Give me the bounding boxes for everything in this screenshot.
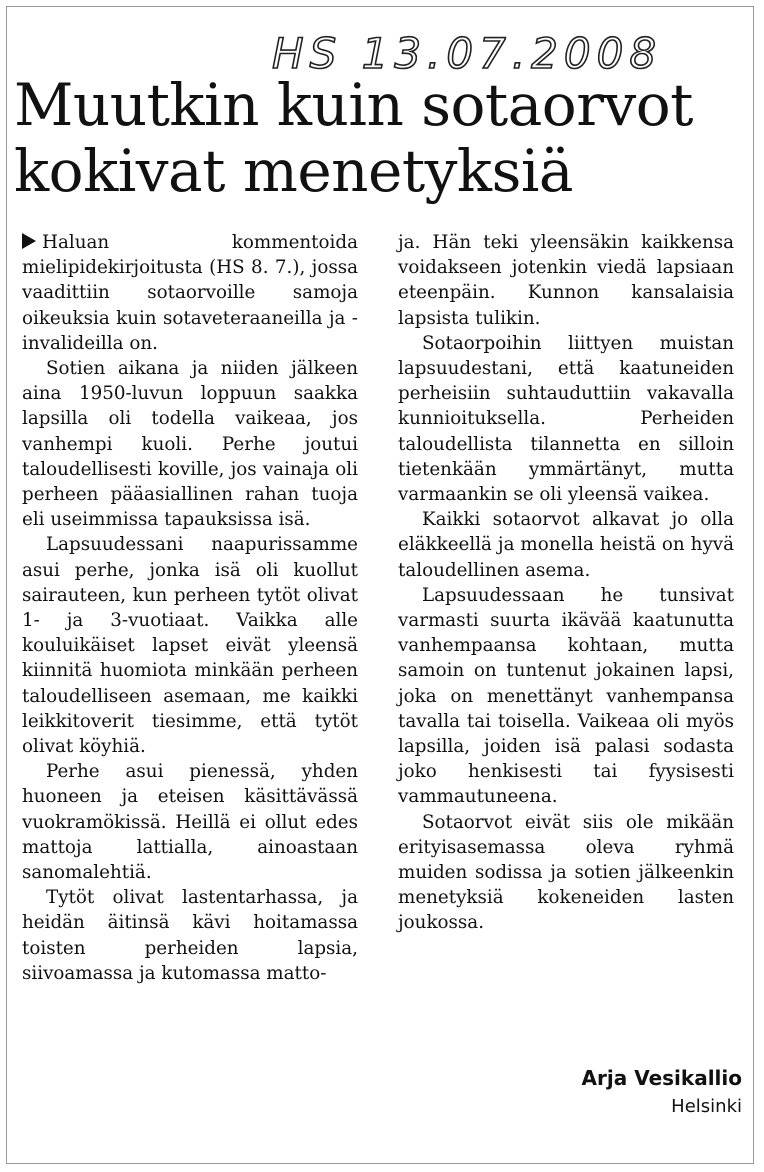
author-city: Helsinki: [671, 1096, 742, 1117]
headline-line-2: kokivat menetyksiä: [14, 137, 573, 205]
headline-line-1: Muutkin kuin sotaorvot: [14, 71, 693, 139]
author-name: Arja Vesikallio: [581, 1066, 742, 1090]
text-column-2: [398, 230, 734, 936]
triangle-bullet-icon: [22, 233, 36, 249]
paragraph: Lapsuudessani naapurissamme asui perhe, jonka isä oli kuollut sairauteen, kun perheen tytöt olivat 1- ja 3-vuotiaat. Vaikka alle kouluikäiset lapset eivät yleensä kiinnitä huomiota minkään perheen taloudelliseen asemaan, me kaikki leikkitoverit tiesimme, että tytöt olivat köyhiä.: [22, 534, 358, 758]
paragraph: Sotien aikana ja niiden jälkeen aina 1950-luvun loppuun saakka lapsilla oli todella vaikeaa, jos vanhempi kuoli. Perhe joutui taloudellisesti koville, jos vainaja oli perheen pääasiallinen rahan tuoja eli useimmissa tapauksissa isä.: [22, 358, 358, 531]
paragraph: Lapsuudessaan he tunsivat varmasti suurta ikävää kaatunutta vanhempaansa kohtaan, mutta samoin on tuntenut jokainen lapsi, joka on menettänyt vanhempansa tavalla tai toisella. Vaikeaa oli myös lapsilla, joiden isä palasi sodasta joko henkisesti tai fyysisesti vammautuneena.: [398, 584, 734, 808]
paragraph: Sotaorvot eivät siis ole mikään erityisasemassa oleva ryhmä muiden sodissa ja sotien jälkeenkin menetyksiä kokeneiden lasten joukossa.: [398, 811, 734, 934]
article-headline: [14, 72, 744, 204]
paragraph: Tytöt olivat lastentarhassa, ja heidän äitinsä kävi hoitamassa toisten perheiden lapsia, siivoamassa ja kutomassa matto-: [22, 887, 358, 984]
article-body: [22, 230, 744, 1140]
paragraph: Sotaorpoihin liittyen muistan lapsuudestani, että kaatuneiden perheisiin suhtauduttiin vakavalla kunnioituksella. Perheiden taloudellista tilannetta en silloin tietenkään ymmärtänyt, mutta varmaankin se oli yleensä vaikea.: [398, 332, 734, 506]
paragraph: Perhe asui pienessä, yhden huoneen ja eteisen käsittävässä vuokramökissä. Heillä ei ollut edes mattoja lattialla, ainoastaan sanomalehtiä.: [22, 761, 358, 884]
paragraph: Haluan kommentoida mielipidekirjoitusta (HS 8. 7.), jossa vaadittiin sotaorvoille samoja oikeuksia kuin sotaveteraaneilla ja -invalideilla on.: [22, 232, 358, 354]
paragraph: ja. Hän teki yleensäkin kaikkensa voidakseen jotenkin viedä lapsiaan eteenpäin. Kunnon kansalaisia lapsista tulikin.: [398, 232, 734, 329]
paragraph: Kaikki sotaorvot alkavat jo olla eläkkeellä ja monella heistä on hyvä taloudellinen asema.: [398, 509, 734, 581]
text-column-1: [22, 230, 358, 986]
handwritten-date-text: HS 13.07.2008: [272, 29, 663, 78]
